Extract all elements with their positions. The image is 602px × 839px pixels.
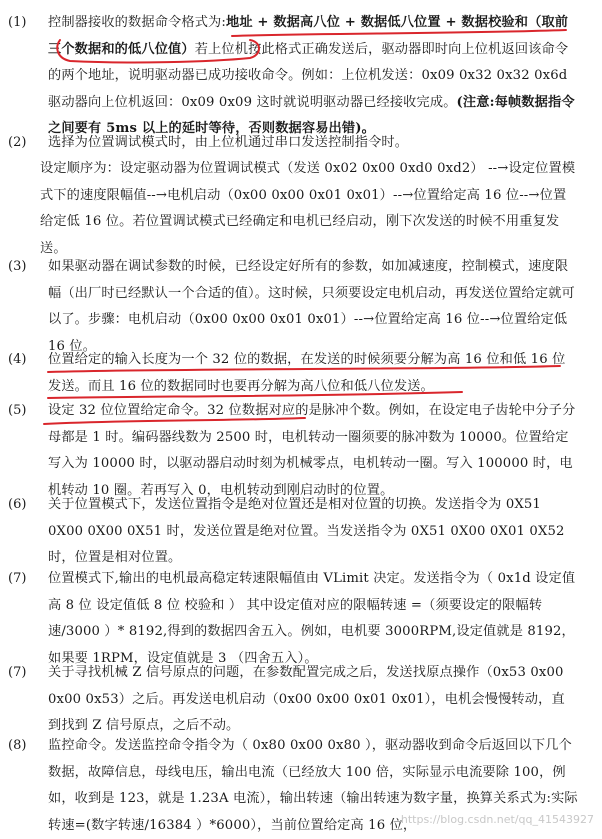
item-text [40,156,578,262]
item-number: (4) [8,352,27,367]
text-part: 设定顺序为：设定驱动器为位置调试模式（发送 0x02 0x00 0xd0 0xd2） --→设定位置模式下的速度限幅值--→电机启动（0x00 0x00 0x01 0x01）--→位置给定高 16 位--→位置给定低 16 位。若位置调试模式已经确定和电机已经启动，刚下次发送的时候不用重复发送。 [40,161,576,256]
item-text [48,660,578,740]
text-part: 关于寻找机械 Z 信号原点的问题，在参数配置完成之后，发送找原点操作（0x53 0x00 0x00 0x53）之后。再发送电机启动（0x00 0x00 0x01 0x01），电机会慢慢转动，直到找到 Z 信号原点，之后不动。 [48,665,565,733]
item-text [48,492,578,572]
text-part: 如果驱动器在调试参数的时候，已经设定好所有的参数，如加减速度，控制模式，速度限幅（出厂时已经默认一个合适的值）。这时候，只须要设定电机启动，再发送位置给定就可以了。步骤：电机启动（0x00 0x00 0x01 0x01）--→位置给定高 16 位--→位置给定低 16 位。 [48,259,575,354]
text-part: 监控命令。发送监控命令指令为（ 0x80 0x00 0x80 ），驱动器收到命令后返回以下几个数据，故障信息，母线电压，输出电流（已经放大 100 倍，实际显示电流要除 100，例如，收到是 123，就是 1.23A 电流），输出转速（输出转速为数字量，换算关系式为:实际转速=(数字转速/16384 ）*6000），当前位置给定高 16 位， [48,738,578,833]
item-text [48,398,578,504]
text-part: 位置给定的输入长度为一个 32 位的数据，在发送的时候须要分解为高 16 位和低 16 位发送。而且 16 位的数据同时也要再分解为高八位和低八位发送。 [48,352,566,394]
text-part: 位置模式下,输出的电机最高稳定转速限幅值由 VLimit 决定。发送指令为（ 0x1d 设定值高 8 位 设定值低 8 位 校验和 ） 其中设定值对应的限幅转速 =（须要设定的限幅转速/3000 ）* 8192,得到的数据四舍五入。例如，电机要 3000RPM,设定值就是 8192，如果要 1RPM，设定值就是 3 （四舍五入）。 [48,571,576,666]
item-text [48,10,578,143]
item-number: (8) [8,738,27,753]
text-part: 控制器接收的数据命令格式为: [48,15,226,30]
item-number: (2) [8,135,27,150]
text-part-bold: (注意:每帧数据指令之间要有 5ms 以上的延时等待，否则数据容易出错)。 [48,94,575,136]
text-part: 关于位置模式下，发送位置指令是绝对位置还是相对位置的切换。发送指令为 0X51 0X00 0X00 0X51 时，发送位置是绝对位置。当发送指令为 0X51 0X00 0X01 0X52 时，位置是相对位置。 [48,497,565,565]
item-number: (3) [8,259,27,274]
item-text [48,254,578,360]
text-part: 设定 32 位位置给定命令。32 位数据对应的是脉冲个数。例如，在设定电子齿轮中分子分母都是 1 时。编码器线数为 2500 时，电机转动一圈须要的脉冲数为 10000。位置给定写入为 10000 时，以驱动器启动时刻为机械零点，电机转动一圈。写入 100000 时，电机转动 10 圈。若再写入 0，电机转动到刚启动时的位置。 [48,403,576,498]
item-number: (7) [8,571,27,586]
text-part: 选择为位置调试模式时，由上位机通过串口发送控制指令时。 [48,135,409,150]
item-text [48,130,578,157]
item-number: (1) [8,15,27,30]
item-number: (6) [8,497,27,512]
text-part: 若上位机按此格式正确发送后，驱动器即时向上位机返回该命令的两个地址，说明驱动器已成功接收命令。例如：上位机发送：0x09 0x32 0x32 0x6d 驱动器向上位机返回：0x09 0x09 这时就说明驱动器已经接收完成。 [48,41,569,110]
item-text [48,347,578,400]
item-number: (7) [8,665,27,680]
watermark: https://blog.csdn.net/qq_41543927 [400,813,594,826]
item-number: (5) [8,403,27,418]
text-part-bold: 地址 + 数据高八位 + 数据低八位置 + 数据校验和（取前三个数据和的低八位值） [48,15,569,57]
item-text [48,566,578,672]
